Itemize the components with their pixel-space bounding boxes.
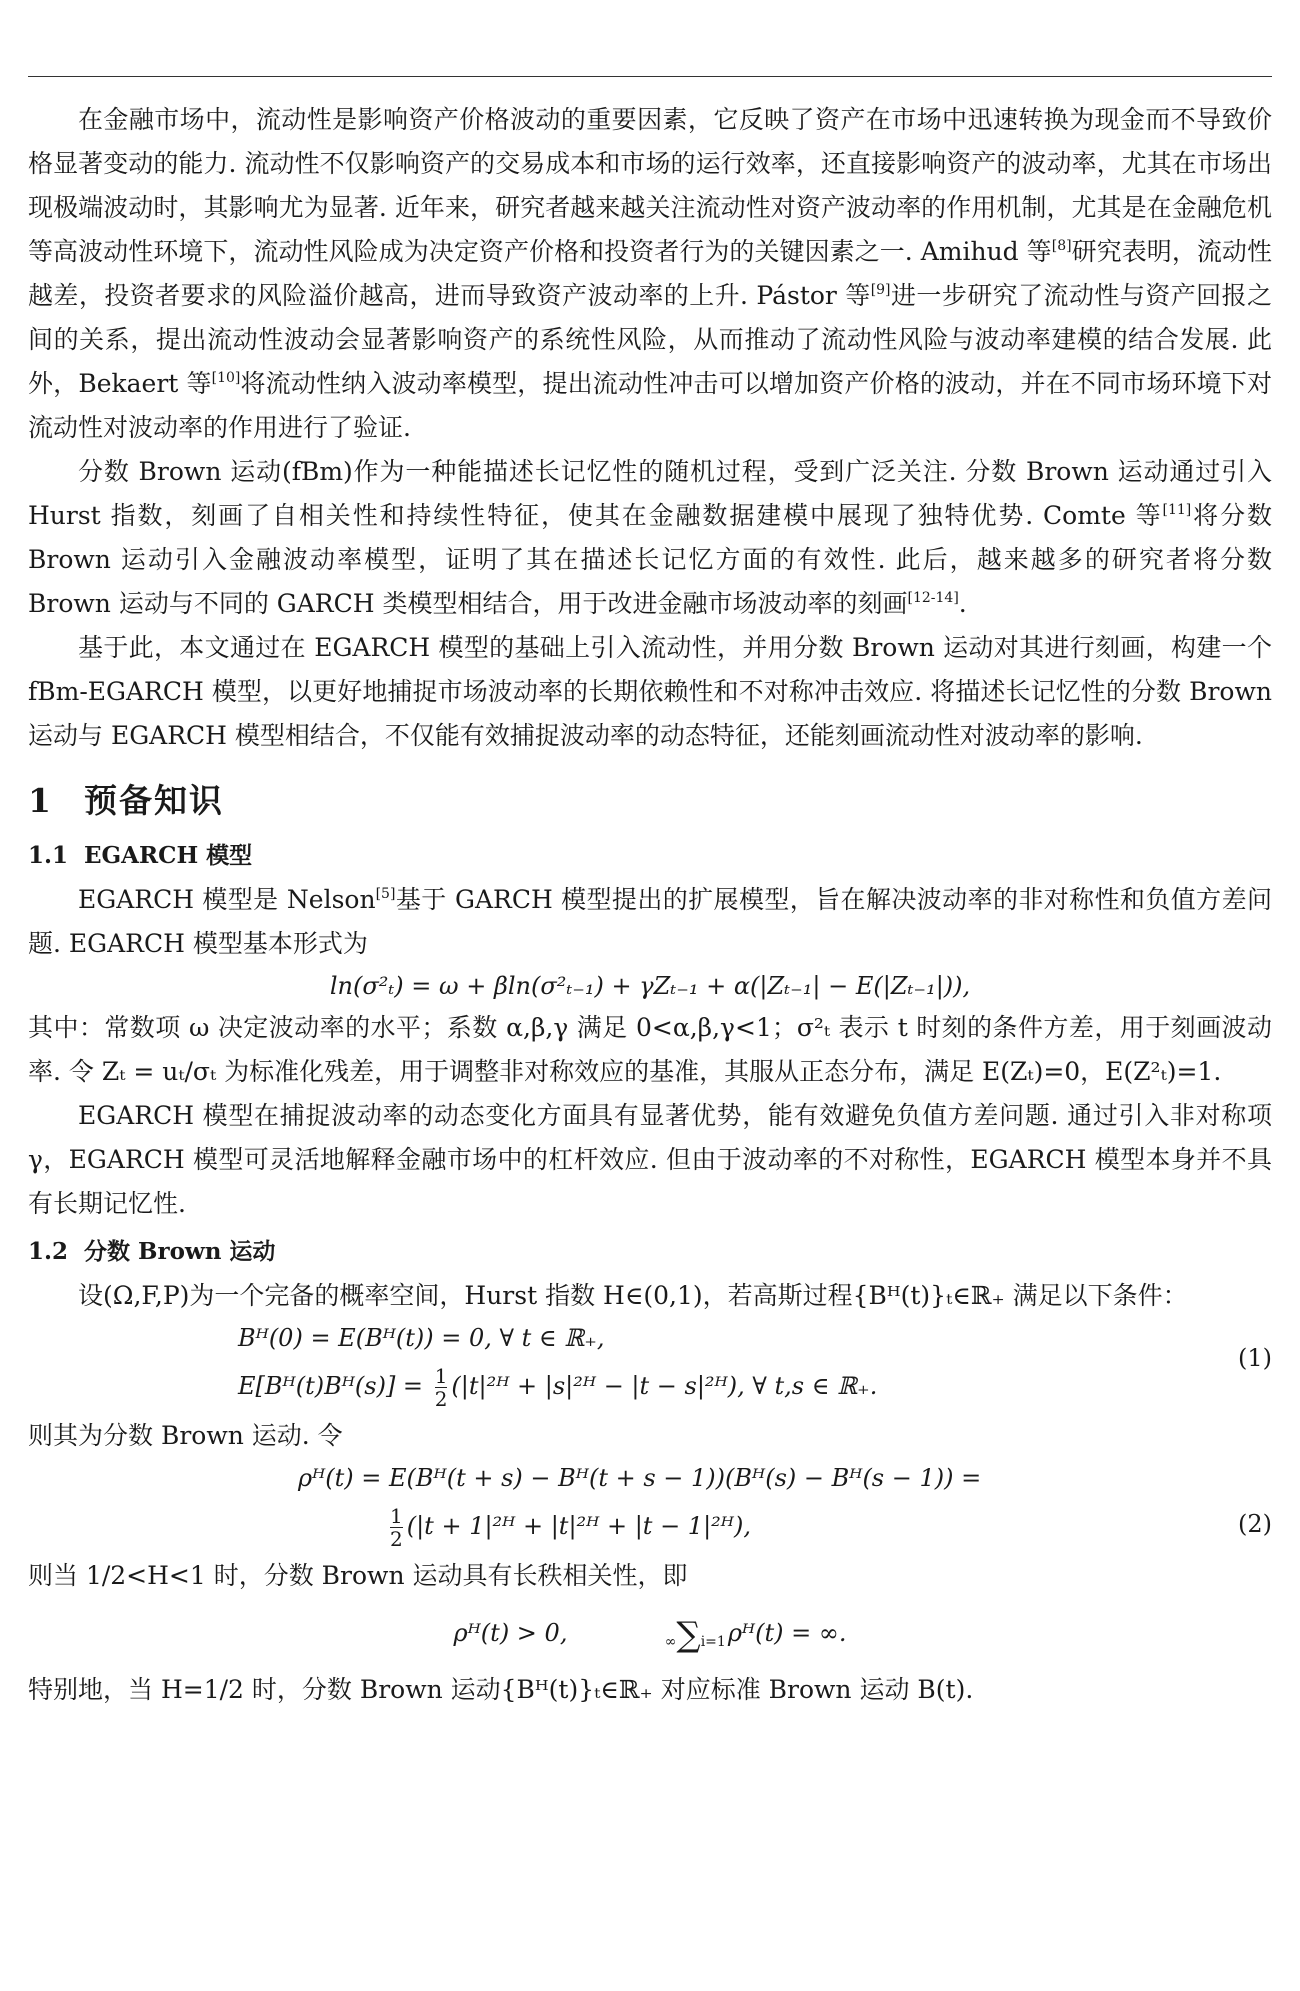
section-number: 1 (28, 781, 53, 820)
sum-upper-limit: ∞ (664, 1633, 677, 1650)
egarch-explanation: 其中：常数项 ω 决定波动率的水平；系数 α,β,γ 满足 0<α,β,γ<1；σ²ₜ 表示 t 时刻的条件方差，用于刻画波动率. 令 Zₜ = uₜ/σₜ 为标准化残差，用于调整非对称效应的基准，其服从正态分布，满足 E(Zₜ)=0，E(Z²ₜ)=1. (28, 1013, 1272, 1086)
citation: [8] (1051, 238, 1072, 254)
text-run: . (958, 589, 967, 618)
fbm-definition-paragraph: 设(Ω,F,P)为一个完备的概率空间，Hurst 指数 H∈(0,1)，若高斯过程{Bᴴ(t)}ₜ∈ℝ₊ 满足以下条件： (78, 1281, 1188, 1310)
citation: [12-14] (907, 590, 959, 606)
long-range-dependence-text: 则当 1/2<H<1 时，分数 Brown 运动具有长秩相关性，即 (28, 1561, 688, 1590)
text-run: 将分数 Brown 运动引入金融波动率模型，证明了其在描述长记忆方面的有效性. 此后，越来越多的研究者将分数 Brown 运动与不同的 GARCH 类模型相结合，用于改进金融市场波动率的刻画 (28, 501, 1272, 618)
equation-1-line-1: Bᴴ(0) = E(Bᴴ(t)) = 0, ∀ t ∈ ℝ₊, (238, 1324, 605, 1352)
intro-paragraph-contribution: 基于此，本文通过在 EGARCH 模型的基础上引入流动性，并用分数 Brown 运动对其进行刻画，构建一个 fBm-EGARCH 模型，以更好地捕捉市场波动率的长期依赖性和不对称冲击效应. 将描述长记忆性的分数 Brown 运动与 EGARCH 模型相结合，不仅能有效捕捉波动率的动态特征，还能刻画流动性对波动率的影响. (28, 633, 1272, 750)
equation-2 (28, 1458, 1272, 1554)
text-run: 分数 Brown 运动(fBm)作为一种能描述长记忆性的随机过程，受到广泛关注. 分数 Brown 运动通过引入 Hurst 指数，刻画了自相关性和持续性特征，使其在金融数据建模中展现了独特优势. Comte 等 (28, 457, 1272, 530)
citation: [10] (211, 370, 241, 386)
summation-symbol (664, 1614, 726, 1655)
equation-3-right: ρᴴ(t) = ∞. (727, 1619, 847, 1647)
equation-2-line-2: (|t + 1|²ᴴ + |t|²ᴴ + |t − 1|²ᴴ), (406, 1512, 751, 1540)
standard-brown-text: 特别地，当 H=1/2 时，分数 Brown 运动{Bᴴ(t)}ₜ∈ℝ₊ 对应标准 Brown 运动 B(t). (28, 1675, 974, 1704)
equation-number: (1) (1238, 1344, 1272, 1372)
text-run: 研究表明，流动性越差，投资者要求的风险溢价越高，进而导致资产波动率的上升. Pástor 等 (28, 237, 1272, 310)
text-run: 基于 GARCH 模型提出的扩展模型，旨在解决波动率的非对称性和负值方差问题. EGARCH 模型基本形式为 (28, 885, 1272, 958)
denominator: 2 (434, 1387, 448, 1411)
subsection-number: 1.1 (28, 842, 69, 869)
sum-lower-limit: i=1 (700, 1633, 726, 1650)
subsection-title: EGARCH 模型 (84, 842, 253, 869)
text-run: 将流动性纳入波动率模型，提出流动性冲击可以增加资产价格的波动，并在不同市场环境下对流动性对波动率的作用进行了验证. (28, 369, 1272, 442)
equation-3 (28, 1598, 1272, 1668)
equation-3-left: ρᴴ(t) > 0, (453, 1619, 568, 1647)
fbm-conclusion-text: 则其为分数 Brown 运动. 令 (28, 1421, 343, 1450)
text-run: EGARCH 模型是 Nelson (78, 885, 376, 914)
equation-1-line-2-lhs: E[Bᴴ(t)Bᴴ(s)] = (238, 1372, 424, 1400)
numerator: 1 (390, 1504, 403, 1528)
citation: [11] (1162, 502, 1192, 518)
egarch-equation: ln(σ²ₜ) = ω + βln(σ²ₜ₋₁) + γZₜ₋₁ + α(|Zₜ₋₁| − E(|Zₜ₋₁|)), (329, 972, 971, 1000)
egarch-intro-paragraph (28, 878, 1272, 966)
fraction (435, 1365, 448, 1410)
text-run: 进一步研究了流动性与资产回报之间的关系，提出流动性波动会显著影响资产的系统性风险，从而推动了流动性风险与波动率建模的结合发展. 此外，Bekaert 等 (28, 281, 1272, 398)
equation-1 (28, 1318, 1272, 1414)
subsection-title: 分数 Brown 运动 (84, 1238, 276, 1265)
citation: [9] (870, 282, 891, 298)
citation: [5] (375, 886, 396, 902)
section-title: 预备知识 (84, 781, 224, 820)
sigma: ∑ (676, 1614, 701, 1655)
section-heading (28, 776, 1272, 826)
subsection-number: 1.2 (28, 1238, 69, 1265)
denominator: 2 (390, 1527, 403, 1551)
equation-number: (2) (1238, 1510, 1272, 1538)
egarch-advantages: EGARCH 模型在捕捉波动率的动态变化方面具有显著优势，能有效避免负值方差问题. 通过引入非对称项 γ，EGARCH 模型可灵活地解释金融市场中的杠杆效应. 但由于波动率的不对称性，EGARCH 模型本身并不具有长期记忆性. (28, 1101, 1272, 1218)
text-run: 在金融市场中，流动性是影响资产价格波动的重要因素，它反映了资产在市场中迅速转换为现金而不导致价格显著变动的能力. 流动性不仅影响资产的交易成本和市场的运行效率，还直接影响资产的波动率，尤其在市场出现极端波动时，其影响尤为显著. 近年来，研究者越来越关注流动性对资产波动率的作用机制，尤其是在金融危机等高波动性环境下，流动性风险成为决定资产价格和投资者行为的关键因素之一. Amihud 等 (28, 105, 1272, 266)
subsection-heading (28, 836, 1272, 876)
intro-paragraph-fbm (28, 450, 1272, 626)
header-rule (28, 76, 1272, 77)
paper-page (28, 98, 1272, 1712)
equation-2-line-1: ρᴴ(t) = E(Bᴴ(t + s) − Bᴴ(t + s − 1))(Bᴴ(s) − Bᴴ(s − 1)) = (298, 1464, 982, 1492)
subsection-heading (28, 1232, 1272, 1272)
equation-1-line-2-rhs: (|t|²ᴴ + |s|²ᴴ − |t − s|²ᴴ), ∀ t,s ∈ ℝ₊. (451, 1372, 878, 1400)
fraction (390, 1505, 403, 1550)
numerator: 1 (434, 1364, 448, 1388)
intro-paragraph-liquidity (28, 98, 1272, 450)
